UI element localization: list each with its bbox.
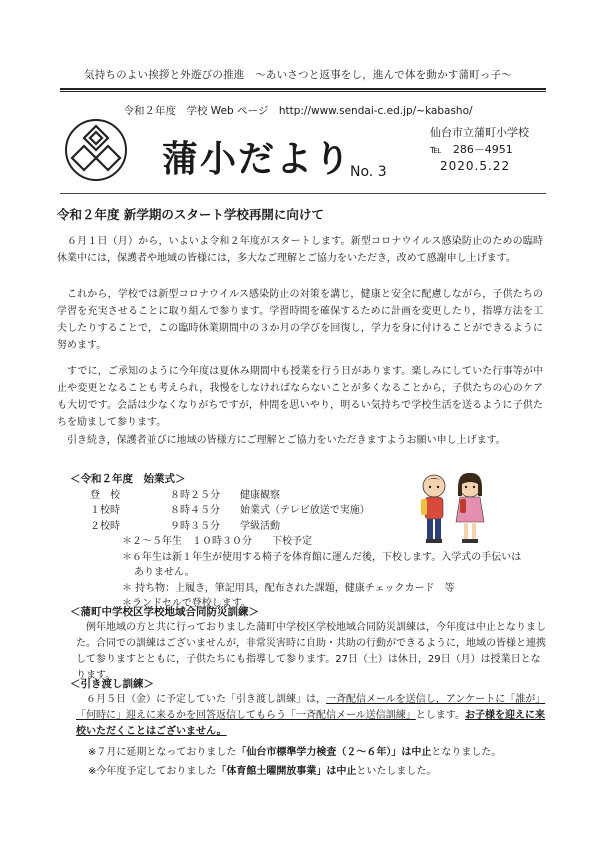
- article-paragraph: 引き続き，保護者並びに地域の皆様方にご理解とご協力をいただきますようお願い申し上げます。: [67, 435, 506, 446]
- school-motto: 気持ちのよい挨拶と外遊びの推進 ～あいさつと返事をし，進んで体を動かす蒲町っ子～: [84, 69, 512, 81]
- schedule-time: ９時３５分: [170, 520, 220, 532]
- schedule-note: ＊６年生は新１年生が使用する椅子を体育館に運んだ後，下校します。入学式の手伝いは: [122, 551, 522, 563]
- schedule-note: ありません。: [134, 567, 195, 578]
- footer-note-1: [88, 743, 501, 758]
- footer-text: ※今年度予定しておりました: [88, 766, 217, 777]
- article-heading: 令和２年度 新学期のスタート学校再開に向けて: [57, 207, 324, 222]
- school-children-illustration: [410, 470, 494, 548]
- schedule-note: ＊ 持ち物：上履き，筆記用具，配布された課題，健康チェックカード 等: [122, 582, 455, 594]
- schedule-time: ８時４５分: [170, 505, 220, 516]
- newsletter-title: 蒲小だより: [162, 138, 353, 180]
- article-paragraph: すでに，ご承知のように今年度は夏休み期間中も授業を行う日があります。楽しみにしていた行事等が中止や変更となることも考えられ，我慢をしなければならないことが多くなることから，子供たちの心のケアも大切です。会話は少なくなりがちですが，仲間を思いやり，明るい気持ちで学校生活を送るように子供たちを励まして参ります。: [57, 366, 543, 428]
- telephone: ℡ 286－4951: [430, 143, 513, 156]
- article-paragraph: これから，学校では新型コロナウイルス感染防止の対策を講じ，健康と安全に配慮しながら，子供たちの学習を充実させることに取り組んで参ります。学習時間を確保するために計画を変更したり，指導方法を工夫したりすることで，この臨時休業期間中の３か月の学びを回復し，学力を身に付けることができるように努めます。: [57, 289, 543, 351]
- schedule-note: ＊ランドセルで登校します。: [122, 598, 251, 609]
- disaster-drill-section: [70, 604, 550, 684]
- drill-body: 例年地域の方と共に行っておりました蒲町中学校区学校地域合同防災訓練は，今年度は中止となりました。合同での訓練はございませんが，非常災害時に自助・共助の行動ができるように，地域の皆様と連携して参りますとともに，子供たちにも指導して参ります。27日（土）は休日，29日（月）は授業日となります。: [76, 622, 546, 681]
- schedule-event: 始業式（テレビ放送で実施）: [240, 505, 370, 516]
- header-rule: [60, 88, 546, 90]
- schedule-label: ２校時: [90, 520, 120, 532]
- footer-text: となりました。: [431, 747, 502, 758]
- schedule-event: 健康観察: [240, 489, 280, 501]
- title-rule: [60, 193, 546, 194]
- schedule-note: ＊２～５年生 １０時３０分 下校予定: [122, 536, 312, 547]
- footer-bold-text: 「仙台市標準学力検査（２～６年）」は中止: [236, 747, 432, 758]
- footer-text: といたしました。: [356, 766, 437, 777]
- pickup-mid: とします。: [415, 710, 466, 721]
- footer-bold-text: 「体育館土曜開放事業」は中止: [216, 766, 357, 777]
- pickup-body: [70, 692, 550, 740]
- article-paragraph: ６月１日（月）から，いよいよ令和２年度がスタートします。新型コロナウイルス感染防止のための臨時休業中には，保護者や地域の皆様には，多大なご理解とご協力をいただき，改めて感謝申し上げます。: [57, 236, 543, 264]
- ceremony-heading: ＜令和２年度 始業式＞: [70, 473, 186, 485]
- header-rule-thin: [60, 91, 546, 92]
- footer-note-2: [88, 762, 436, 777]
- schedule-time: ８時２５分: [170, 489, 220, 501]
- footer-text: ※７月に延期となっておりました: [88, 747, 237, 758]
- issue-number: No. 3: [350, 164, 387, 180]
- schedule-event: 学級活動: [240, 520, 280, 532]
- web-page-line: 令和２年度 学校 Web ページ http://www.sendai-c.ed.jp/~kabasho/: [123, 105, 473, 117]
- pickup-drill-section: [70, 676, 550, 740]
- schedule-label: １校時: [90, 505, 120, 516]
- issue-date: 2020.5.22: [440, 159, 511, 173]
- drill-heading: ＜蒲町中学校区学校地域合同防災訓練＞: [70, 606, 259, 618]
- pickup-bold-notice: お子様を迎えに来校いただくことはございません。: [76, 710, 546, 737]
- pickup-intro: ６月５日（金）に予定していた「引き渡し訓練」は，: [86, 694, 326, 705]
- schedule-label: 登 校: [90, 489, 120, 501]
- school-name: 仙台市立蒲町小学校: [430, 126, 529, 139]
- pickup-heading: ＜引き渡し訓練＞: [70, 678, 154, 690]
- pickup-underlined-text: 一斉配信メールを送信し，アンケートに「誰が」「何時に」迎えに来るかを回答返信してもらう「一斉配信メール送信訓練」: [76, 694, 546, 721]
- school-emblem-logo: [64, 118, 128, 182]
